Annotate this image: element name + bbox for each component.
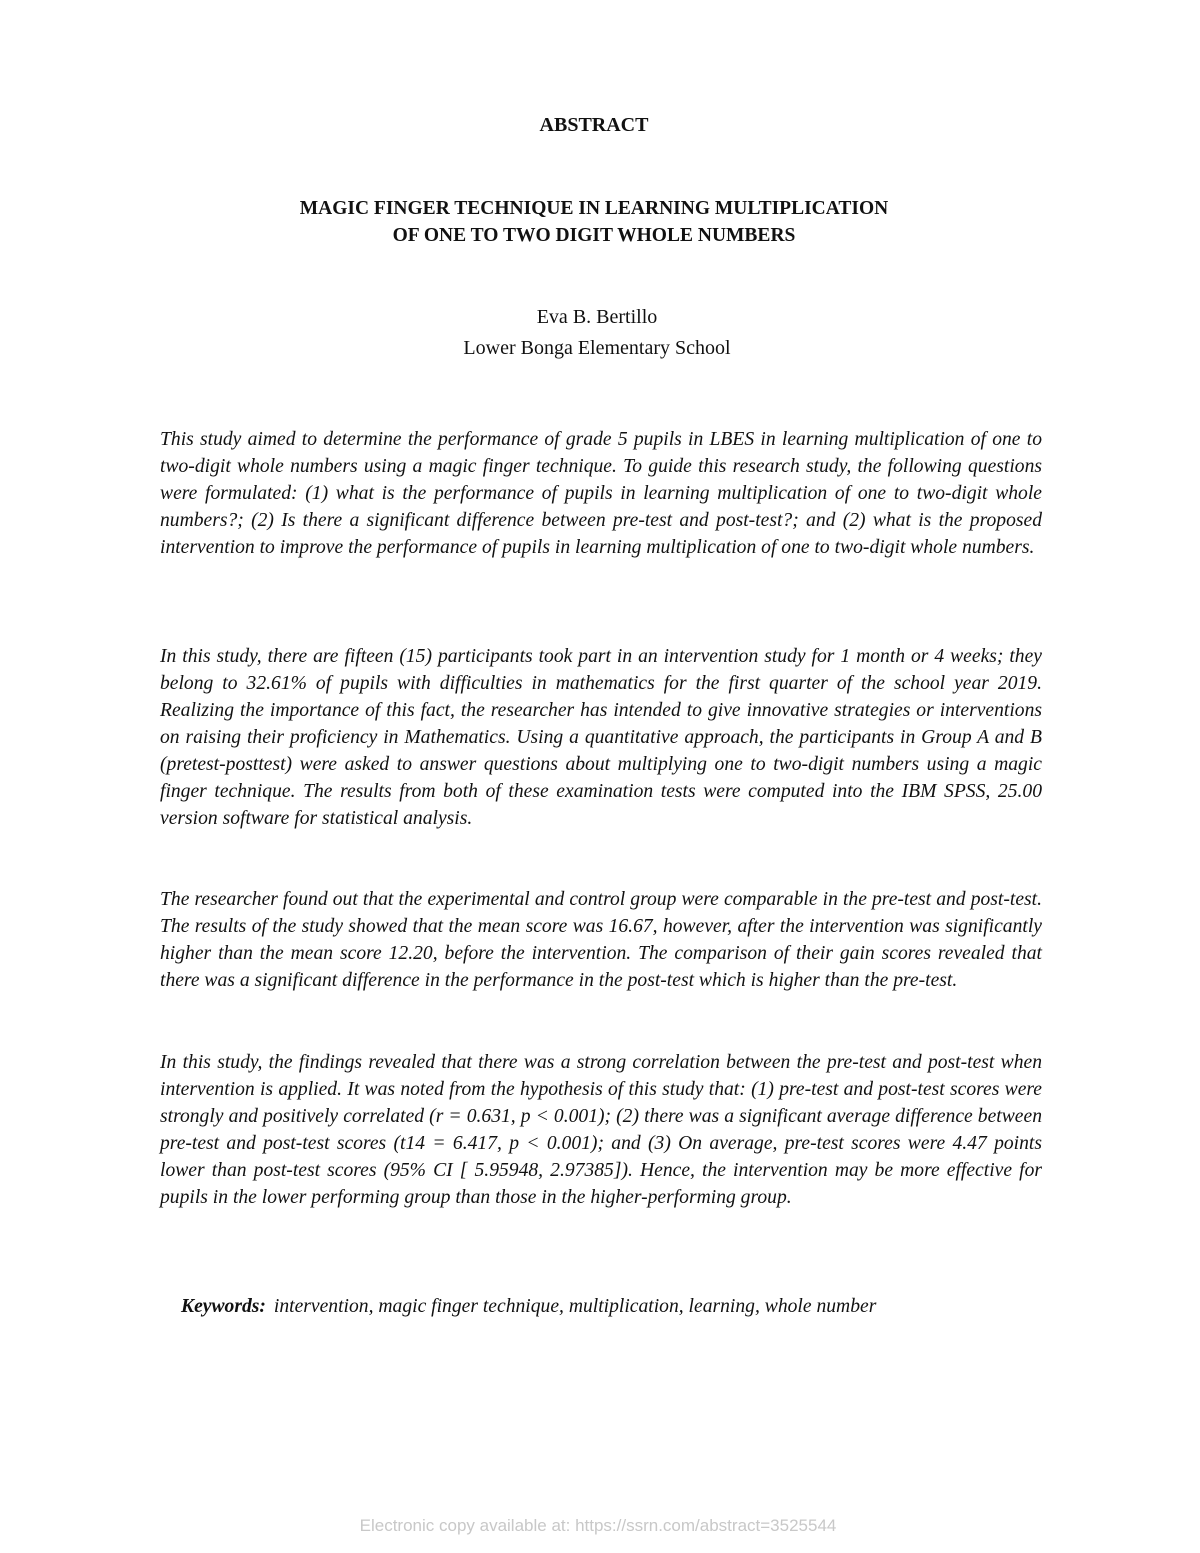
paper-title-line-2: OF ONE TO TWO DIGIT WHOLE NUMBERS — [392, 225, 796, 246]
abstract-paragraph-4: In this study, the findings revealed that there was a strong correlation between the pre-test and post-test when intervention is applied. It was noted from the hypothesis of this study that: (1) pre-test and post-test scores were strongly and positively correlated (r = 0.631, p < 0.001); (2) there was a significant average difference between pre-test and post-test scores (t14 = 6.417, p < 0.001); and (3) On average, pre-test scores were 4.47 points lower than post-test scores (95% CI [ 5.95948, 2.97385]). Hence, the intervention may be more effective for pupils in the lower performing group than those in the higher-performing group. — [160, 1052, 1042, 1208]
keywords-line — [181, 1293, 1081, 1321]
author-affiliation: Lower Bonga Elementary School — [463, 337, 731, 359]
abstract-paragraph-2: In this study, there are fifteen (15) participants took part in an intervention study for 1 month or 4 weeks; they belong to 32.61% of pupils with difficulties in mathematics for the first quarter of the school year 2019. Realizing the importance of this fact, the researcher has intended to give innovative strategies or interventions on raising their proficiency in Mathematics. Using a quantitative approach, the participants in Group A and B (pretest-posttest) were asked to answer questions about multiplying one to two-digit numbers using a magic finger technique. The results from both of these examination tests were computed into the IBM SPSS, 25.00 version software for statistical analysis. — [160, 646, 1042, 829]
abstract-paragraph-1: This study aimed to determine the performance of grade 5 pupils in LBES in learning multiplication of one to two-digit whole numbers using a magic finger technique. To guide this research study, the following questions were formulated: (1) what is the performance of pupils in learning multiplication of one to two-digit whole numbers?; (2) Is there a significant difference between pre-test and post-test?; and (2) what is the proposed intervention to improve the performance of pupils in learning multiplication of one to two-digit whole numbers. — [160, 429, 1042, 558]
paper-title-line-1: MAGIC FINGER TECHNIQUE IN LEARNING MULTIPLICATION — [299, 198, 889, 219]
abstract-paragraph-3: The researcher found out that the experimental and control group were comparable in the pre-test and post-test. The results of the study showed that the mean score was 16.67, however, after the intervention was significantly higher than the mean score 12.20, before the intervention. The comparison of their gain scores revealed that there was a significant difference in the performance in the post-test which is higher than the pre-test. — [160, 889, 1042, 991]
ssrn-footer: Electronic copy available at: https://ssrn.com/abstract=3525544 — [359, 1516, 837, 1535]
abstract-heading: ABSTRACT — [539, 114, 649, 136]
author-name: Eva B. Bertillo — [536, 306, 658, 328]
keywords-label: Keywords: — [181, 1296, 266, 1317]
keywords-text: intervention, magic finger technique, multiplication, learning, whole number — [273, 1296, 877, 1317]
